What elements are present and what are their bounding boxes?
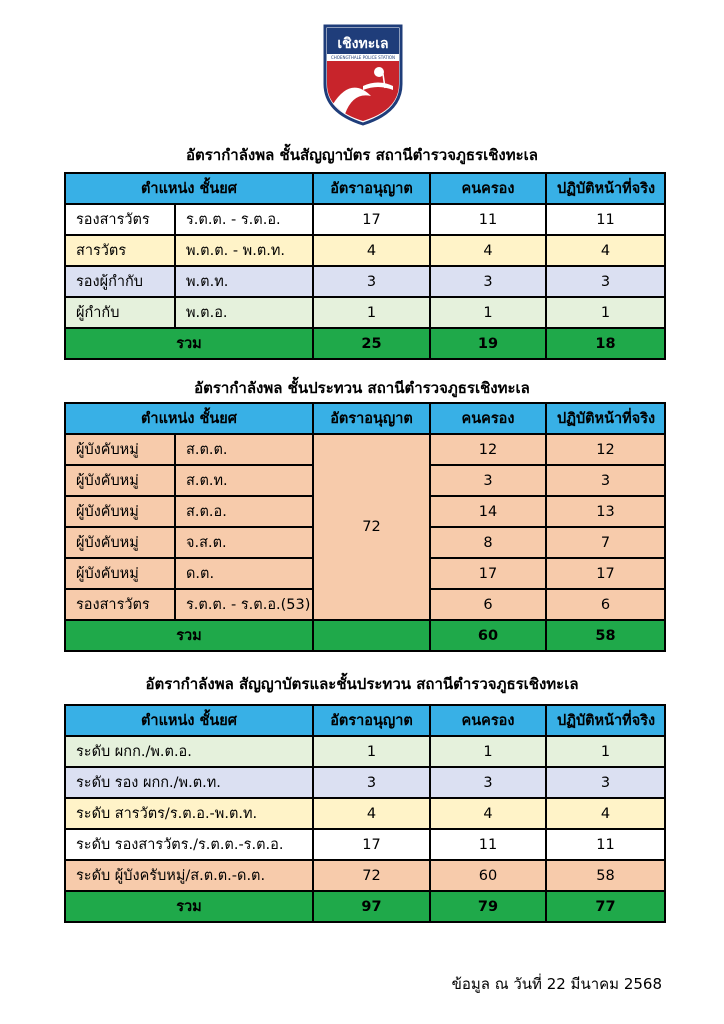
holding-cell: 11	[430, 829, 546, 860]
total-authorized	[313, 620, 430, 651]
position-cell: ผู้บังคับหมู่	[65, 465, 175, 496]
table3-summary	[64, 704, 666, 923]
holding-cell: 3	[430, 767, 546, 798]
total-holding: 79	[430, 891, 546, 922]
holding-cell: 14	[430, 496, 546, 527]
header-authorized: อัตราอนุญาต	[313, 403, 430, 434]
table-row	[65, 204, 665, 235]
header-authorized: อัตราอนุญาต	[313, 173, 430, 204]
header-holding: คนครอง	[430, 705, 546, 736]
data-date-footer: ข้อมูล ณ วันที่ 22 มีนาคม 2568	[451, 975, 662, 993]
table-row	[65, 829, 665, 860]
authorized-cell: 4	[313, 235, 430, 266]
position-cell: ผู้บังคับหมู่	[65, 527, 175, 558]
table-row	[65, 266, 665, 297]
level-cell: ระดับ ผู้บังครับหมู่/ส.ต.ต.-ด.ต.	[65, 860, 313, 891]
position-cell: รองสารวัตร	[65, 589, 175, 620]
actual-cell: 3	[546, 465, 665, 496]
actual-cell: 3	[546, 266, 665, 297]
holding-cell: 3	[430, 465, 546, 496]
rank-cell: ร.ต.ต. - ร.ต.อ.(53)	[175, 589, 313, 620]
table-row	[65, 860, 665, 891]
total-actual: 58	[546, 620, 665, 651]
table3-title: อัตรากำลังพล สัญญาบัตรและชั้นประทวน สถานีตำรวจภูธรเชิงทะเล	[145, 675, 579, 693]
actual-cell: 4	[546, 235, 665, 266]
holding-cell: 11	[430, 204, 546, 235]
rank-cell: ส.ต.ต.	[175, 434, 313, 465]
holding-cell: 6	[430, 589, 546, 620]
rank-cell: พ.ต.อ.	[175, 297, 313, 328]
table-row	[65, 235, 665, 266]
actual-cell: 11	[546, 204, 665, 235]
total-label: รวม	[65, 891, 313, 922]
total-row	[65, 328, 665, 359]
actual-cell: 3	[546, 767, 665, 798]
position-cell: รองสารวัตร	[65, 204, 175, 235]
total-label: รวม	[65, 620, 313, 651]
rank-cell: พ.ต.ต. - พ.ต.ท.	[175, 235, 313, 266]
holding-cell: 12	[430, 434, 546, 465]
police-station-logo	[323, 24, 403, 126]
table-row	[65, 736, 665, 767]
actual-cell: 58	[546, 860, 665, 891]
holding-cell: 3	[430, 266, 546, 297]
table-header-row	[65, 705, 665, 736]
authorized-cell: 3	[313, 767, 430, 798]
table1-title: อัตรากำลังพล ชั้นสัญญาบัตร สถานีตำรวจภูธรเชิงทะเล	[185, 146, 538, 164]
table-header-row	[65, 403, 665, 434]
holding-cell: 1	[430, 736, 546, 767]
rank-cell: ส.ต.ท.	[175, 465, 313, 496]
actual-cell: 6	[546, 589, 665, 620]
svg-text:เชิงทะเล: เชิงทะเล	[337, 36, 389, 52]
level-cell: ระดับ ผกก./พ.ต.อ.	[65, 736, 313, 767]
holding-cell: 4	[430, 798, 546, 829]
total-row	[65, 891, 665, 922]
actual-cell: 12	[546, 434, 665, 465]
position-cell: ผู้กำกับ	[65, 297, 175, 328]
header-actual: ปฏิบัติหน้าที่จริง	[546, 403, 665, 434]
svg-text:CHOENGTHALE POLICE STATION: CHOENGTHALE POLICE STATION	[330, 55, 396, 60]
table2-non-commissioned	[64, 402, 666, 652]
total-actual: 77	[546, 891, 665, 922]
actual-cell: 13	[546, 496, 665, 527]
header-position-rank: ตำแหน่ง ชั้นยศ	[65, 173, 313, 204]
level-cell: ระดับ รอง ผกก./พ.ต.ท.	[65, 767, 313, 798]
header-holding: คนครอง	[430, 173, 546, 204]
total-actual: 18	[546, 328, 665, 359]
table2-title: อัตรากำลังพล ชั้นประทวน สถานีตำรวจภูธรเชิงทะเล	[194, 379, 530, 397]
table-row	[65, 297, 665, 328]
holding-cell: 4	[430, 235, 546, 266]
position-cell: สารวัตร	[65, 235, 175, 266]
actual-cell: 11	[546, 829, 665, 860]
total-label: รวม	[65, 328, 313, 359]
header-actual: ปฏิบัติหน้าที่จริง	[546, 705, 665, 736]
header-authorized: อัตราอนุญาต	[313, 705, 430, 736]
holding-cell: 60	[430, 860, 546, 891]
table-row	[65, 434, 665, 465]
level-cell: ระดับ สารวัตร/ร.ต.อ.-พ.ต.ท.	[65, 798, 313, 829]
actual-cell: 17	[546, 558, 665, 589]
total-holding: 60	[430, 620, 546, 651]
total-holding: 19	[430, 328, 546, 359]
rank-cell: พ.ต.ท.	[175, 266, 313, 297]
header-holding: คนครอง	[430, 403, 546, 434]
total-authorized: 97	[313, 891, 430, 922]
table1-commissioned	[64, 172, 666, 360]
header-position-rank: ตำแหน่ง ชั้นยศ	[65, 705, 313, 736]
position-cell: ผู้บังคับหมู่	[65, 496, 175, 527]
header-actual: ปฏิบัติหน้าที่จริง	[546, 173, 665, 204]
holding-cell: 8	[430, 527, 546, 558]
actual-cell: 4	[546, 798, 665, 829]
level-cell: ระดับ รองสารวัตร./ร.ต.ต.-ร.ต.อ.	[65, 829, 313, 860]
rank-cell: ร.ต.ต. - ร.ต.อ.	[175, 204, 313, 235]
authorized-cell: 1	[313, 736, 430, 767]
authorized-cell: 1	[313, 297, 430, 328]
authorized-merged-cell: 72	[313, 434, 430, 620]
position-cell: รองผู้กำกับ	[65, 266, 175, 297]
actual-cell: 7	[546, 527, 665, 558]
total-authorized: 25	[313, 328, 430, 359]
actual-cell: 1	[546, 297, 665, 328]
authorized-cell: 17	[313, 829, 430, 860]
authorized-cell: 4	[313, 798, 430, 829]
rank-cell: ด.ต.	[175, 558, 313, 589]
table-row	[65, 767, 665, 798]
position-cell: ผู้บังคับหมู่	[65, 434, 175, 465]
holding-cell: 17	[430, 558, 546, 589]
table-row	[65, 798, 665, 829]
total-row	[65, 620, 665, 651]
position-cell: ผู้บังคับหมู่	[65, 558, 175, 589]
holding-cell: 1	[430, 297, 546, 328]
rank-cell: จ.ส.ต.	[175, 527, 313, 558]
header-position-rank: ตำแหน่ง ชั้นยศ	[65, 403, 313, 434]
actual-cell: 1	[546, 736, 665, 767]
rank-cell: ส.ต.อ.	[175, 496, 313, 527]
authorized-cell: 17	[313, 204, 430, 235]
authorized-cell: 72	[313, 860, 430, 891]
authorized-cell: 3	[313, 266, 430, 297]
table-header-row	[65, 173, 665, 204]
